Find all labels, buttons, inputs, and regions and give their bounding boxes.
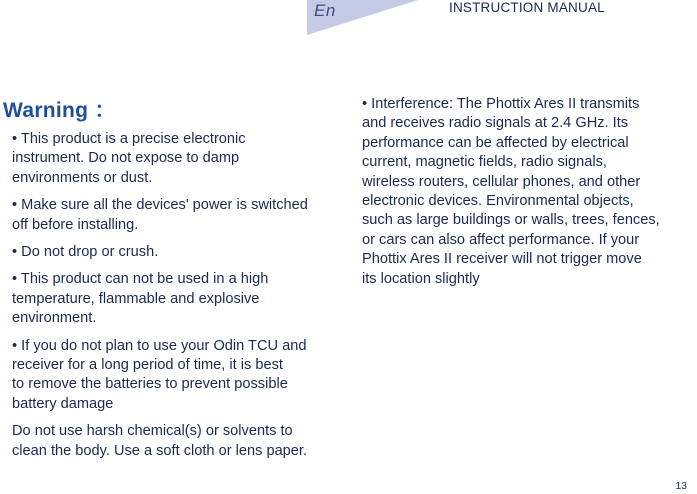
language-tab-label: En — [314, 1, 336, 20]
warning-heading: Warning ： — [3, 99, 116, 122]
warning-item-interference: • Interference: The Phottix Ares II transmits and receives radio signals at 2.4 GHz. Its performance can be affected by electrical current, magnetic fields, radio signals, wireless routers, cellular phones, and other electronic devices. Environmental objects, such as large buildings or walls, trees, fences, or cars can also affect performance. If your Phottix Ares II receiver will not trigger move its location slightly — [362, 96, 660, 287]
warning-item-drop-crush: • Do not drop or crush. — [12, 244, 159, 261]
warning-item-cleaning: Do not use harsh chemical(s) or solvents to clean the body. Use a soft cloth or lens paper. — [12, 423, 308, 459]
page-number: 13 — [675, 480, 687, 492]
warning-item-temperature: • This product can not be used in a high temperature, flammable and explosive environment. — [12, 271, 269, 327]
warning-right-column — [362, 95, 678, 297]
warning-item-power-off: • Make sure all the devices' power is switched off before installing. — [12, 197, 308, 233]
manual-title: INSTRUCTION MANUAL — [449, 0, 605, 15]
warning-item-precise-instrument: • This product is a precise electronic instrument. Do not expose to damp environments or dust. — [12, 131, 246, 186]
warning-left-column — [12, 130, 334, 469]
warning-item-batteries: • If you do not plan to use your Odin TCU and receiver for a long period of time, it is best to remove the batteries to prevent possible battery damage — [12, 337, 307, 412]
